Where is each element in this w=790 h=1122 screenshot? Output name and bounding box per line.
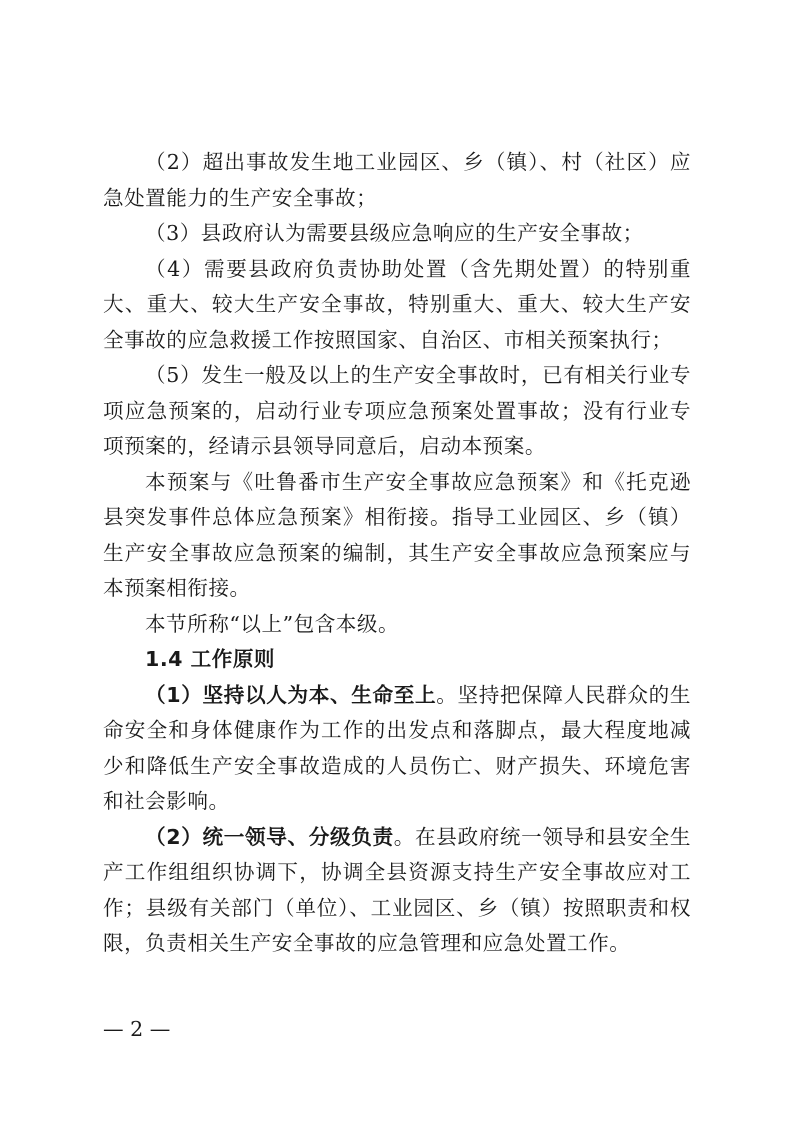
principle-item-1 — [103, 678, 691, 820]
section-heading: 1.4 工作原则 — [145, 647, 276, 671]
document-body — [103, 145, 691, 962]
principle-lead-1: （1）坚持以人为本、生命至上 — [145, 682, 437, 707]
paragraph-above-note: 本节所称“以上”包含本级。 — [145, 611, 400, 636]
principle-body-2: 。在县政府统一领导和县安全生产工作组组织协调下，协调全县资源支持生产安全事故应对工作；县级有关部门（单位）、工业园区、乡（镇）按照职责和权限，负责相关生产安全事故的应急管理和应急处置工作。 — [103, 824, 692, 955]
paragraph-plan-linkage: 本预案与《吐鲁番市生产安全事故应急预案》和《托克逊县突发事件总体应急预案》相衔接。指导工业园区、乡（镇）生产安全事故应急预案的编制，其生产安全事故应急预案应与本预案相衔接。 — [103, 469, 691, 600]
principle-item-2 — [103, 820, 691, 962]
principle-lead-2: （2）统一领导、分级负责 — [145, 824, 394, 849]
page-number: — 2 — — [103, 1017, 171, 1041]
paragraph-item-3: （3）县政府认为需要县级应急响应的生产安全事故； — [145, 221, 644, 245]
paragraph-item-5: （5）发生一般及以上的生产安全事故时，已有相关行业专项应急预案的，启动行业专项应急预案处置事故；没有行业专项预案的，经请示县领导同意后，启动本预案。 — [103, 363, 691, 458]
principle-body-1: 。坚持把保障人民群众的生命安全和身体健康作为工作的出发点和落脚点，最大程度地减少和降低生产安全事故造成的人员伤亡、财产损失、环境危害和社会影响。 — [103, 682, 692, 813]
paragraph-item-2: （2）超出事故发生地工业园区、乡（镇）、村（社区）应急处置能力的生产安全事故； — [103, 150, 691, 210]
paragraph-item-4: （4）需要县政府负责协助处置（含先期处置）的特别重大、重大、较大生产安全事故，特别重大、重大、较大生产安全事故的应急救援工作按照国家、自治区、市相关预案执行； — [103, 256, 691, 352]
